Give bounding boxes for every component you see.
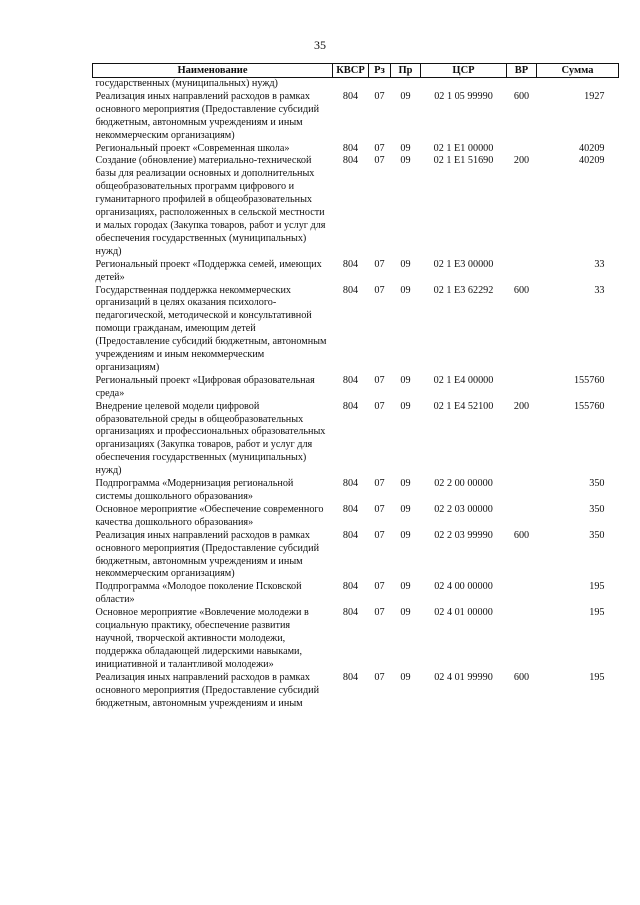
cell-vr (507, 78, 537, 91)
cell-sum: 350 (589, 529, 605, 541)
cell-vr: 200 (513, 155, 530, 167)
cell-kvsr: 804 (342, 581, 359, 593)
cell-name: Подпрограмма «Модернизация региональной системы дошкольного образования» (95, 478, 294, 502)
table-row (93, 91, 619, 143)
cell-kvsr: 804 (342, 374, 359, 386)
table-row (93, 143, 619, 156)
cell-kvsr: 804 (342, 142, 359, 154)
cell-kvsr (333, 78, 369, 91)
cell-vr (507, 375, 537, 401)
cell-csr (421, 78, 507, 91)
cell-pr: 09 (400, 607, 411, 619)
table-row (93, 259, 619, 285)
budget-table (92, 63, 619, 710)
cell-pr: 09 (400, 258, 411, 270)
cell-name: государственных (муниципальных) нужд) (95, 78, 278, 89)
cell-name: Подпрограмма «Молодое поколение Псковской области» (95, 581, 302, 606)
cell-sum: 155760 (573, 400, 605, 412)
table-header-row (93, 64, 619, 78)
cell-pr: 09 (400, 155, 411, 167)
cell-kvsr: 804 (342, 258, 359, 270)
cell-rz: 07 (374, 142, 385, 154)
cell-rz: 07 (374, 90, 385, 102)
table-row (93, 155, 619, 258)
cell-rz: 07 (374, 258, 385, 270)
cell-rz: 07 (374, 581, 385, 593)
cell-vr (507, 504, 537, 530)
header-pr: Пр (391, 64, 421, 78)
cell-rz: 07 (374, 671, 385, 683)
cell-kvsr: 804 (342, 478, 359, 490)
cell-pr: 09 (400, 503, 411, 515)
cell-csr: 02 2 00 00000 (434, 478, 493, 490)
cell-name: Региональный проект «Современная школа» (95, 142, 290, 154)
cell-kvsr: 804 (342, 90, 359, 102)
cell-kvsr: 804 (342, 400, 359, 412)
cell-vr (507, 581, 537, 607)
table-row (93, 375, 619, 401)
cell-vr: 600 (513, 90, 530, 102)
cell-sum: 350 (589, 478, 605, 490)
cell-sum: 195 (589, 607, 605, 619)
cell-rz: 07 (374, 155, 385, 167)
cell-pr: 09 (400, 529, 411, 541)
header-vr: ВР (507, 64, 537, 78)
cell-sum: 40209 (579, 142, 605, 154)
cell-sum: 195 (589, 581, 605, 593)
cell-sum: 195 (589, 671, 605, 683)
cell-rz: 07 (374, 503, 385, 515)
table-row (93, 530, 619, 582)
cell-pr: 09 (400, 671, 411, 683)
header-rz: Рз (369, 64, 391, 78)
table-row (93, 478, 619, 504)
cell-sum: 1927 (584, 90, 605, 102)
cell-sum: 33 (594, 258, 605, 270)
cell-sum: 350 (589, 503, 605, 515)
cell-name: Создание (обновление) материально-технической базы для реализации основных и дополнительных общеобразовательных программ цифрового и гуманитарного профилей в общеобразовательных организациях, расположенных в сельской местности и малых городах (Закупка товаров, работ и услуг для обеспечения государственных (муниципальных) нужд) (95, 155, 326, 257)
cell-rz: 07 (374, 400, 385, 412)
cell-vr: 600 (513, 284, 530, 296)
header-csr: ЦСР (421, 64, 507, 78)
table-row (93, 672, 619, 711)
cell-csr: 02 1 E4 00000 (433, 374, 494, 386)
cell-kvsr: 804 (342, 671, 359, 683)
cell-name: Основное мероприятие «Вовлечение молодежи в социальную практику, обеспечение развития научной, творческой активности молодежи, поддержка обладающей лидерскими навыками, инициативной и талантливой молодежи» (95, 607, 309, 670)
cell-name: Реализация иных направлений расходов в рамках основного мероприятия (Предоставление субсидий бюджетным, автономным учреждениям и иным (95, 671, 320, 709)
cell-pr: 09 (400, 284, 411, 296)
cell-rz (369, 78, 391, 91)
cell-name: Реализация иных направлений расходов в рамках основного мероприятия (Предоставление субсидий бюджетным, автономным учреждениям и иным некоммерческим организациям) (95, 90, 320, 141)
table-row (93, 581, 619, 607)
header-sum: Сумма (537, 64, 619, 78)
cell-pr (391, 78, 421, 91)
cell-rz: 07 (374, 374, 385, 386)
cell-rz: 07 (374, 478, 385, 490)
cell-csr: 02 4 00 00000 (434, 581, 493, 593)
table-row (93, 401, 619, 478)
cell-csr: 02 4 01 00000 (434, 607, 493, 619)
cell-kvsr: 804 (342, 155, 359, 167)
cell-kvsr: 804 (342, 529, 359, 541)
cell-csr: 02 4 01 99990 (434, 671, 493, 683)
cell-sum: 155760 (573, 374, 605, 386)
cell-name: Внедрение целевой модели цифровой образовательной среды в общеобразовательных организациях и профессиональных образовательных организациях (Закупка товаров, работ и услуг для обеспечения государственных (муниципальных) нужд) (95, 400, 326, 477)
cell-csr: 02 1 05 99990 (434, 90, 493, 102)
cell-pr: 09 (400, 90, 411, 102)
cell-sum: 33 (594, 284, 605, 296)
cell-csr: 02 1 E3 00000 (433, 258, 494, 270)
cell-vr (507, 478, 537, 504)
cell-sum: 40209 (579, 155, 605, 167)
cell-rz: 07 (374, 529, 385, 541)
cell-vr: 200 (513, 400, 530, 412)
cell-sum (537, 78, 619, 91)
cell-rz: 07 (374, 284, 385, 296)
cell-kvsr: 804 (342, 503, 359, 515)
cell-kvsr: 804 (342, 284, 359, 296)
cell-name: Государственная поддержка некоммерческих организаций в целях оказания психолого-педагогической, методической и консультативной помощи гражданам, имеющим детей (Предоставление субсидий бюджетным, автономным учреждениям и иным некоммерческим организациям) (95, 284, 327, 373)
cell-vr (507, 259, 537, 285)
cell-csr: 02 1 E4 52100 (433, 400, 494, 412)
table-row (93, 607, 619, 672)
cell-vr (507, 607, 537, 672)
cell-csr: 02 1 E3 62292 (433, 284, 494, 296)
cell-name: Основное мероприятие «Обеспечение современного качества дошкольного образования» (95, 503, 324, 528)
cell-vr: 600 (513, 671, 530, 683)
cell-pr: 09 (400, 374, 411, 386)
cell-name: Региональный проект «Поддержка семей, имеющих детей» (95, 258, 322, 283)
table-row (93, 504, 619, 530)
cell-pr: 09 (400, 478, 411, 490)
cell-pr: 09 (400, 581, 411, 593)
cell-kvsr: 804 (342, 607, 359, 619)
cell-pr: 09 (400, 400, 411, 412)
cell-vr: 600 (513, 529, 530, 541)
cell-name: Региональный проект «Цифровая образовательная среда» (95, 374, 315, 399)
table-row (93, 78, 619, 91)
cell-csr: 02 2 03 00000 (434, 503, 493, 515)
cell-csr: 02 1 E1 51690 (433, 155, 494, 167)
header-name: Наименование (93, 64, 333, 78)
cell-rz: 07 (374, 607, 385, 619)
header-kvsr: КВСР (333, 64, 369, 78)
cell-csr: 02 2 03 99990 (434, 529, 493, 541)
cell-name: Реализация иных направлений расходов в рамках основного мероприятия (Предоставление субсидий бюджетным, автономным учреждениям и иным некоммерческим организациям) (95, 529, 320, 580)
cell-csr: 02 1 E1 00000 (433, 142, 494, 154)
table-row (93, 285, 619, 375)
cell-vr (507, 143, 537, 156)
cell-pr: 09 (400, 142, 411, 154)
page-number: 35 (314, 38, 326, 52)
